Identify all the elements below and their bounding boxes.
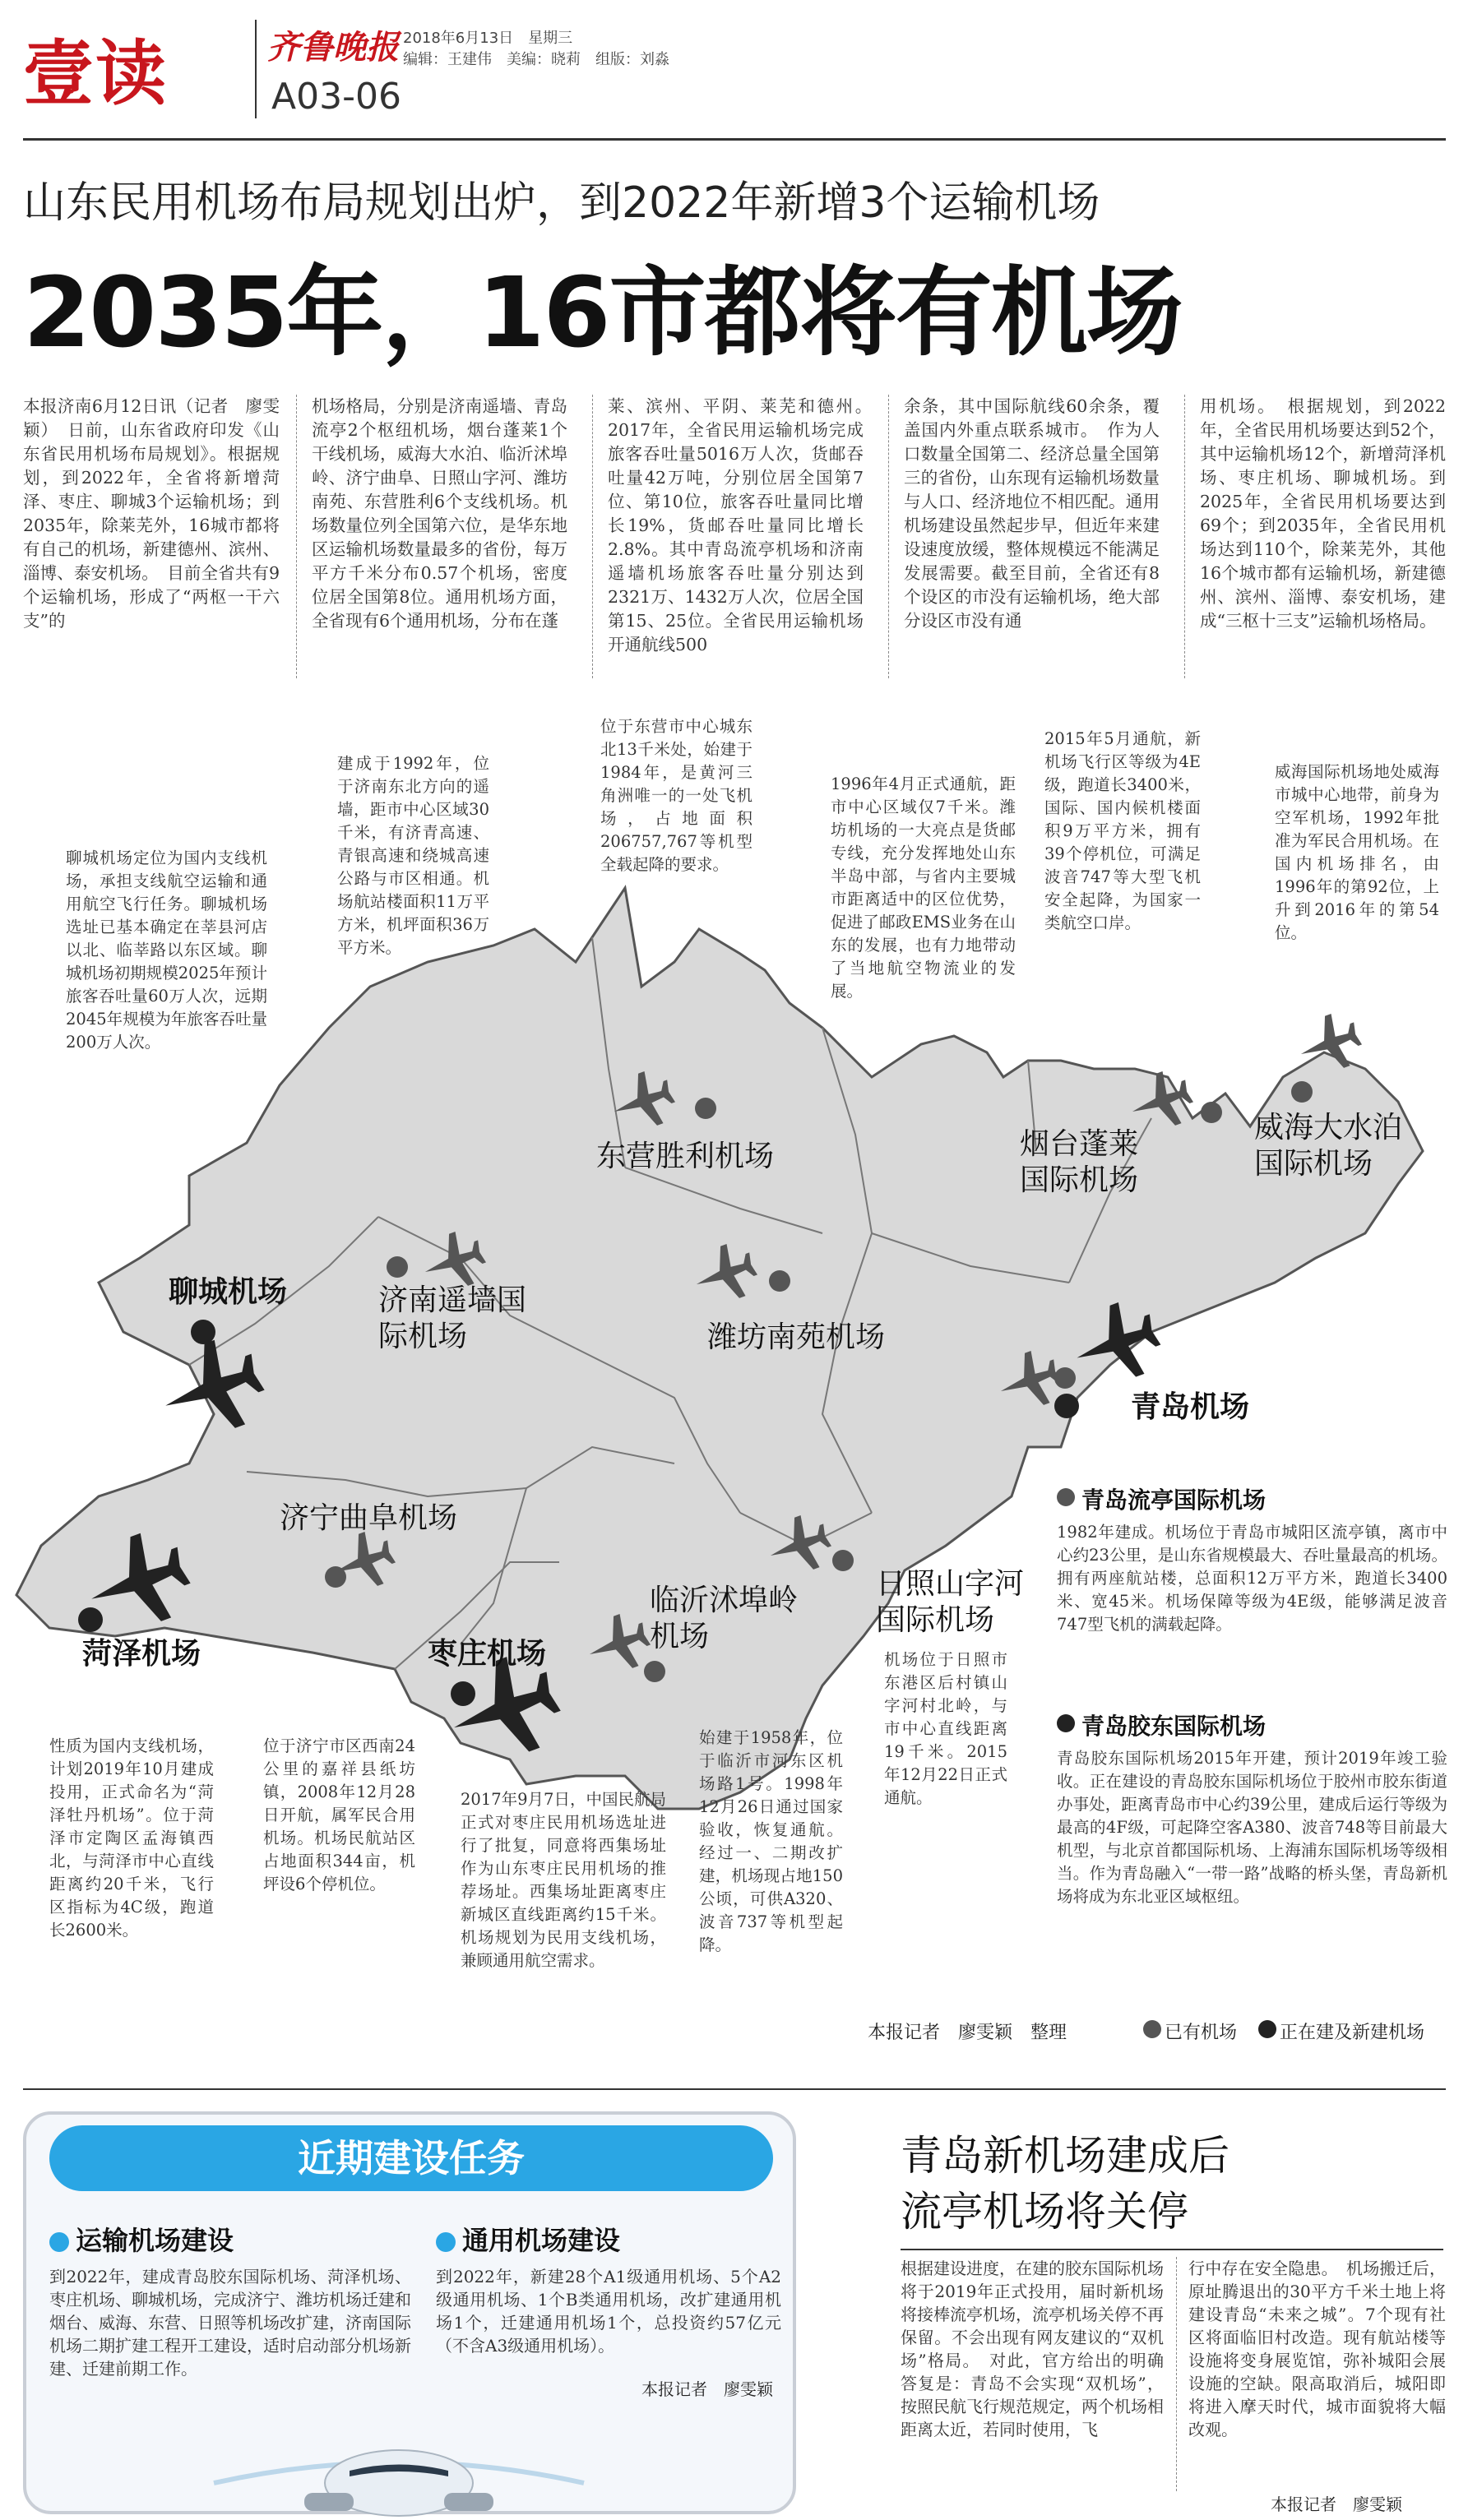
qingdao-jiaodong-title: 青岛胶东国际机场 [1081, 1713, 1267, 1740]
callout-liaocheng: 聊城机场定位为国内支线机场，承担支线航空运输和通用航空飞行任务。聊城机场选址已基本确定在莘县河店以北、临莘路以东区域。聊城机场初期规模2025年预计旅客吞吐量60万人次，远期2045年规模为年旅客吞吐量200万人次。 [66, 848, 267, 1052]
brand-logo: 壹读 [23, 33, 168, 115]
issue-date: 2018年6月13日 星期三 [403, 30, 573, 47]
airport-label-rizhao: 日照山字河国际机场 [876, 1567, 1025, 1637]
story-credit: 本报记者 廖雯颖 [1271, 2495, 1402, 2514]
existing-dot-icon [387, 1256, 408, 1278]
map-credit: 本报记者 廖雯颖 整理 [868, 2023, 1067, 2043]
page-number: A03-06 [271, 76, 401, 118]
qingdao-liuting-text: 1982年建成。机场位于青岛市城阳区流亭镇，离市中心约23公里，是山东省规模最大、吞吐量最高的机场。拥有两座航站楼，总面积12万平方米，跑道长3400米、宽45米。机场保障等级为4E级，能够满足波音747型飞机的满载起降。 [1057, 1523, 1447, 1634]
construction-tasks-title: 近期建设任务 [49, 2125, 773, 2191]
story-rule [901, 2249, 1443, 2250]
callout-yantai: 2015年5月通航，新机场飞行区等级为4E级，跑道长3400米，国际、国内候机楼面积9万平方米，拥有39个停机位，可满足波音747等大型飞机安全起降，为国家一类航空口岸。 [1044, 729, 1201, 932]
story-headline [901, 2128, 1230, 2240]
qingdao-jiaodong-text: 青岛胶东国际机场2015年开建，预计2019年竣工验收。正在建设的青岛胶东国际机场位于胶州市胶东街道办事处，距离青岛市中心约39公里，建成后运行等级为最高的4F级，可起降空客A380、波音748等目前最大机型，与北京首都国际机场、上海浦东国际机场等级相当。作为青岛融入“一带一路”战略的桥头堡，青岛新机场将成为东北亚区域枢纽。 [1057, 1749, 1447, 1906]
general-airport-text: 到2022年，新建28个A1级通用机场、5个A2级通用机场、1个B类通用机场，改扩建通用机场1个，迁建通用机场1个，总投资约57亿元（不含A3级通用机场）。 [436, 2267, 781, 2356]
airplane-icon [156, 1336, 263, 1443]
transport-airport-heading-text: 运输机场建设 [76, 2225, 234, 2256]
box-credit: 本报记者 廖雯颖 [641, 2379, 773, 2399]
airport-label-liaocheng: 聊城机场 [169, 1275, 288, 1309]
general-airport-heading [436, 2220, 620, 2258]
qingdao-liuting-title: 青岛流亭国际机场 [1081, 1487, 1267, 1514]
story-col-1: 根据建设进度，在建的胶东国际机场将于2019年正式投用，届时新机场将接棒流亭机场，流亭机场关停不再保留。不会出现有网友建议的“双机场”格局。 对此，官方给出的明确答复是：青岛不会实现“双机场”，按照民航飞行规范规定，两个机场相距离太近，若同时使用，飞 [901, 2259, 1164, 2439]
building-dot-icon [78, 1607, 103, 1632]
staff-credits: 编辑：王建伟 美编：晓莉 组版：刘淼 [403, 51, 669, 68]
airplane-icon [995, 1348, 1061, 1414]
article-col-4: 余条，其中国际航线60余条，覆盖国内外重点联系城市。 作为人口数量全国第二、经济总量全国第三的省份，山东现有运输机场数量与人口、经济地位不相匹配。通用机场建设虽然起步早，但近年来建设速度放缓，整体规模远不能满足发展需要。截至目前，全省还有8个设区的市没有运输机场，绝大部分设区市没有通 [888, 395, 1160, 678]
legend-building: 正在建及新建机场 [1280, 2023, 1425, 2043]
airplane-icon [691, 1242, 757, 1307]
callout-zaozhuang: 2017年9月7日，中国民航局正式对枣庄民用机场选址进行了批复，同意将西集场址作为山东枣庄民用机场的推荐场址。西集场址距离枣庄新城区直线距离约15千米。机场规划为民用支线机场，兼顾通用航空需求。 [461, 1790, 666, 1970]
article-col-1: 本报济南6月12日讯（记者 廖雯颖） 日前，山东省政府印发《山东省民用机场布局规划》。根据规划，到2022年，全省将新增菏泽、枣庄、聊城3个运输机场；到2035年，除莱芜外，16城市都将有自己的机场，新建德州、滨州、淄博、泰安机场。 目前全省共有9个运输机场，形成了“两枢一干六支”的 [23, 396, 280, 631]
callout-jinan: 建成于1992年，位于济南东北方向的遥墙，距市中心区域30千米，有济青高速、青银高速和绕城高速公路与市区相通。机场航站楼面积11万平方米，机坪面积36万平方米。 [337, 754, 489, 957]
existing-dot-icon [325, 1566, 346, 1588]
airliner-illustration [206, 2425, 592, 2516]
existing-dot-icon [1054, 1367, 1076, 1389]
legend-existing: 已有机场 [1165, 2023, 1238, 2043]
callout-weihai: 威海国际机场地处威海市城中心地带，前身为空军机场，1992年批准为军民合用机场。在国内机场排名，由1996年的第92位，上升到2016年的第54位。 [1275, 762, 1439, 942]
callout-jining: 位于济宁市区西南24公里的嘉祥县纸坊镇，2008年12月28日开航，属军民合用机场。机场民航站区占地面积344亩，机坪设6个停机位。 [263, 1736, 415, 1893]
existing-dot-icon [644, 1661, 665, 1682]
general-airport-heading-text: 通用机场建设 [462, 2225, 621, 2256]
airport-label-heze: 菏泽机场 [82, 1637, 201, 1671]
masthead-divider [255, 20, 257, 118]
callout-dongying: 位于东营市中心城东北13千米处，始建于1984年，是黄河三角洲唯一的一处飞机场，占地面积206757,767等机型全载起降的要求。 [600, 717, 753, 874]
subheadline: 山东民用机场布局规划出炉，到2022年新增3个运输机场 [23, 178, 1100, 228]
bullet-icon [436, 2232, 456, 2252]
existing-dot-icon [1057, 1488, 1075, 1506]
callout-rizhao: 机场位于日照市东港区后村镇山字河村北岭，与市中心直线距离19千米。2015年12月22日正式通航。 [884, 1650, 1007, 1807]
callout-heze: 性质为国内支线机场，计划2019年10月建成投用，正式命名为“菏泽牡丹机场”。位于菏泽市定陶区孟海镇西北，与菏泽市中心直线距离约20千米，飞行区指标为4C级，跑道长2600米。 [49, 1736, 214, 1940]
existing-dot-icon [1201, 1102, 1222, 1123]
airplane-icon [609, 1069, 674, 1135]
transport-airport-heading [49, 2220, 234, 2258]
story-headline-line-2: 流亭机场将关停 [901, 2188, 1188, 2236]
section-rule [23, 2088, 1446, 2090]
story-headline-line-1: 青岛新机场建成后 [901, 2132, 1230, 2180]
airport-label-jinan: 济南遥墙国际机场 [378, 1283, 527, 1353]
airport-label-zaozhuang: 枣庄机场 [428, 1637, 547, 1671]
airplane-icon [1295, 1011, 1361, 1077]
building-dot-icon [451, 1681, 475, 1706]
airport-label-dongying: 东营胜利机场 [596, 1140, 775, 1173]
airplane-icon [765, 1513, 831, 1579]
building-dot-icon [191, 1320, 215, 1344]
building-dot-icon [1057, 1714, 1075, 1732]
airport-label-linyi: 临沂沭埠岭机场 [650, 1584, 799, 1653]
article-col-2: 机场格局，分别是济南遥墙、青岛流亭2个枢纽机场，烟台蓬莱1个干线机场，威海大水泊、临沂沭埠岭、济宁曲阜、日照山字河、潍坊南苑、东营胜利6个支线机场。机场数量位列全国第六位，是华东地区运输机场数量最多的省份，每万平方千米分布0.57个机场，密度位居全国第8位。通用机场方面，全省现有6个通用机场，分布在蓬 [296, 395, 567, 678]
airplane-icon [1069, 1299, 1160, 1389]
building-dot-icon [1054, 1394, 1079, 1418]
airport-label-yantai: 烟台蓬莱国际机场 [1020, 1127, 1139, 1197]
airport-label-qingdao: 青岛机场 [1131, 1390, 1250, 1424]
existing-dot-icon [769, 1270, 790, 1292]
airplane-icon [584, 1611, 650, 1677]
transport-airport-text: 到2022年，建成青岛胶东国际机场、菏泽机场、枣庄机场、聊城机场，完成济宁、潍坊机场迁建和烟台、威海、东营、日照等机场改扩建，济南国际机场二期扩建工程开工建设，适时启动部分机场新建、迁建前期工作。 [49, 2267, 411, 2379]
paper-name: 齐鲁晚报 [267, 28, 399, 67]
airport-label-weihai: 威海大水泊国际机场 [1254, 1111, 1403, 1181]
article-col-5: 用机场。 根据规划，到2022年，全省民用机场要达到52个，其中运输机场12个，新增菏泽机场、枣庄机场、聊城机场。到2025年，全省民用机场要达到69个；到2035年，全省民用机场达到110个，除莱芜外，其他16个城市都有运输机场，新建德州、滨州、淄博、泰安机场，建成“三枢十三支”运输机场格局。 [1184, 395, 1446, 678]
bullet-icon [49, 2232, 69, 2252]
headline: 2035年，16市都将有机场 [23, 256, 1182, 369]
top-rule [23, 138, 1446, 141]
airport-label-jining: 济宁曲阜机场 [280, 1501, 458, 1535]
existing-dot-icon [1291, 1081, 1313, 1103]
existing-dot-icon [695, 1098, 716, 1119]
article-col-3: 莱、滨州、平阴、莱芜和德州。 2017年，全省民用运输机场完成旅客吞吐量5016万人次，货邮吞吐量42万吨，分别位居全国第7位、第10位，旅客吞吐量同比增长19%，货邮吞吐量同比增长2.8%。其中青岛流亭机场和济南遥墙机场旅客吞吐量分别达到2321万、1432万人次，位居全国第15、25位。全省民用运输机场开通航线500 [592, 395, 864, 678]
airplane-icon [1127, 1069, 1192, 1135]
callout-weifang: 1996年4月正式通航，距市中心区域仅7千米。潍坊机场的一大亮点是货邮专线，充分发挥地处山东半岛中部，与省内主要城市距离适中的区位优势，促进了邮政EMS业务在山东的发展，也有力地带动了当地航空物流业的发展。 [831, 774, 1016, 1001]
existing-dot-icon [1143, 2020, 1161, 2038]
callout-linyi: 始建于1958年，位于临沂市河东区机场路1号。1998年12月26日通过国家验收，恢复通航。经过一、二期改扩建，机场现占地150公顷，可供A320、波音737等机型起降。 [699, 1728, 843, 1954]
building-dot-icon [1258, 2020, 1276, 2038]
airport-label-weifang: 潍坊南苑机场 [707, 1320, 886, 1354]
story-col-2: 行中存在安全隐患。 机场搬迁后，原址腾退出的30平方千米土地上将建设青岛“未来之城”。7个现有社区将面临旧村改造。现有航站楼等设施将变身展览馆，弥补城阳会展设施的空缺。限高取消后，城阳即将进入摩天时代，城市面貌将大幅改观。 [1176, 2257, 1446, 2491]
existing-dot-icon [832, 1550, 854, 1571]
